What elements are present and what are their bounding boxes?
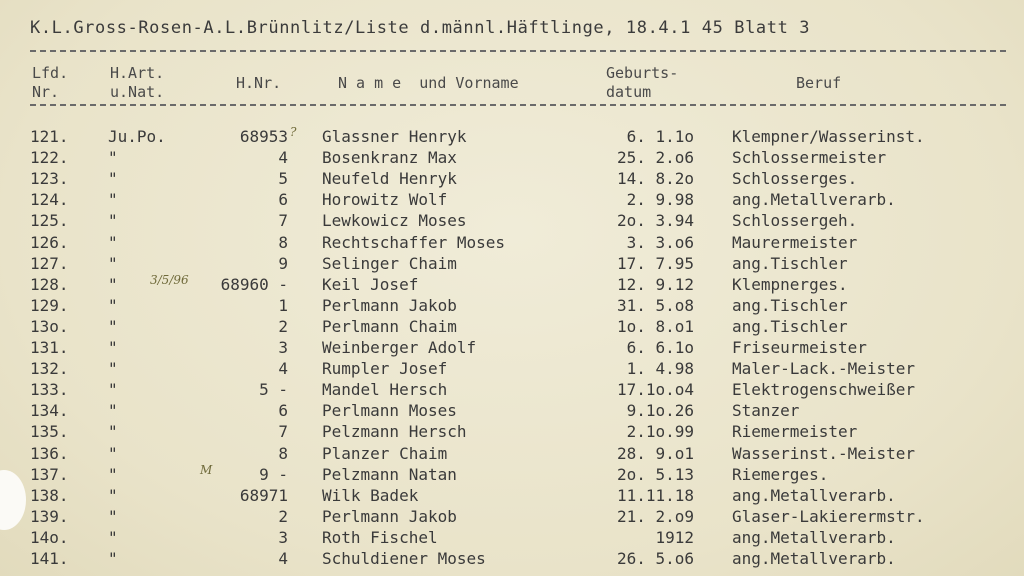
row-number: 126. [30, 232, 69, 252]
row-prisoner-number: 9 [278, 253, 288, 273]
row-name: Pelzmann Hersch [322, 422, 467, 442]
row-nationality: " [108, 169, 118, 189]
row-occupation: Friseurmeister [732, 338, 867, 357]
row-name: Perlmann Moses [322, 401, 457, 421]
row-birth-date: 2o. 5.13 [616, 464, 694, 484]
row-number: 134. [30, 401, 69, 421]
row-nationality: " [108, 190, 118, 210]
table-row [0, 485, 1024, 506]
row-name: Rumpler Josef [322, 359, 448, 379]
col-header-job: Beruf [796, 74, 842, 92]
row-name: Rechtschaffer Moses [322, 232, 506, 252]
row-number: 124. [30, 190, 69, 210]
table-row [0, 400, 1024, 421]
row-birth-date: 6. 6.1o [626, 338, 694, 357]
row-prisoner-number: 2 [278, 316, 288, 336]
row-occupation: ang.Tischler [732, 316, 848, 336]
table-row [0, 379, 1024, 400]
row-birth-date: 14. 8.2o [616, 169, 694, 189]
row-occupation: Glaser-Lakierermstr. [732, 506, 925, 526]
row-nationality: " [108, 464, 118, 484]
table-row [0, 421, 1024, 442]
row-name: Planzer Chaim [322, 443, 448, 463]
row-birth-date: 3. 3.o6 [626, 232, 694, 252]
row-occupation: Schlossergeh. [732, 211, 858, 231]
row-name: Keil Josef [322, 274, 419, 294]
row-name: Perlmann Jakob [322, 295, 457, 315]
col-header-hnr: H.Nr. [236, 74, 282, 92]
row-occupation: ang.Metallverarb. [732, 527, 896, 547]
row-name: Perlmann Jakob [322, 506, 457, 526]
row-number: 139. [30, 506, 69, 526]
row-birth-date: 1912 [655, 527, 694, 547]
row-nationality: " [108, 549, 118, 568]
handwritten-mark: ? [290, 125, 297, 139]
row-nationality: " [108, 295, 118, 315]
row-birth-date: 1. 4.98 [626, 359, 694, 379]
row-name: Schuldiener Moses [322, 549, 486, 568]
row-prisoner-number: 3 [278, 338, 288, 357]
row-occupation: Klempner/Wasserinst. [732, 127, 925, 146]
row-occupation: ang.Tischler [732, 295, 848, 315]
table-row [0, 168, 1024, 189]
row-number: 136. [30, 443, 69, 463]
row-birth-date: 9.1o.26 [626, 401, 694, 421]
row-occupation: Klempnerges. [732, 274, 848, 294]
row-occupation: Riemerges. [732, 464, 829, 484]
row-occupation: ang.Metallverarb. [732, 190, 896, 210]
table-row [0, 337, 1024, 358]
table-row [0, 126, 1024, 147]
header-rule [30, 50, 1006, 52]
row-prisoner-number: 6 [278, 190, 288, 210]
row-birth-date: 2. 9.98 [626, 190, 694, 210]
handwritten-initials: M [200, 462, 213, 477]
row-nationality: " [108, 148, 118, 168]
row-number: 122. [30, 148, 69, 168]
row-prisoner-number: 5 [278, 169, 288, 189]
col-header-name: N a m e und Vorname [338, 74, 519, 92]
row-name: Glassner Henryk [322, 127, 467, 146]
row-number: 131. [30, 338, 69, 357]
row-occupation: Maler-Lack.-Meister [732, 359, 916, 379]
row-prisoner-number: 3 [278, 527, 288, 547]
row-number: 128. [30, 274, 69, 294]
row-occupation: ang.Metallverarb. [732, 485, 896, 505]
row-nationality: " [108, 485, 118, 505]
table-row [0, 147, 1024, 168]
table-row [0, 464, 1024, 485]
row-birth-date: 11.11.18 [616, 485, 694, 505]
row-number: 123. [30, 169, 69, 189]
row-birth-date: 12. 9.12 [616, 274, 694, 294]
row-prisoner-number: 8 [278, 232, 288, 252]
row-occupation: Schlossermeister [732, 148, 887, 168]
row-prisoner-number: 6 [278, 401, 288, 421]
row-occupation: Wasserinst.-Meister [732, 443, 916, 463]
row-name: Roth Fischel [322, 527, 438, 547]
row-prisoner-number: 68971 [239, 485, 288, 505]
row-nationality: " [108, 443, 118, 463]
row-nationality: " [108, 401, 118, 421]
row-prisoner-number: 7 [278, 422, 288, 442]
col-header-lfd: Lfd. Nr. [32, 64, 69, 101]
row-name: Bosenkranz Max [322, 148, 457, 168]
row-birth-date: 28. 9.o1 [616, 443, 694, 463]
row-name: Weinberger Adolf [322, 338, 477, 357]
document-header: K.L.Gross-Rosen-A.L.Brünnlitz/Liste d.männl.Häftlinge, 18.4.1 45 Blatt 3 [30, 18, 811, 38]
row-birth-date: 31. 5.o8 [616, 295, 694, 315]
row-prisoner-number: 2 [278, 506, 288, 526]
row-nationality: " [108, 380, 118, 400]
row-birth-date: 17. 7.95 [616, 253, 694, 273]
row-birth-date: 1o. 8.o1 [616, 316, 694, 336]
table-row [0, 189, 1024, 210]
row-occupation: Stanzer [732, 401, 800, 421]
row-nationality: " [108, 211, 118, 231]
row-birth-date: 17.1o.o4 [616, 380, 694, 400]
row-prisoner-number: 4 [278, 359, 288, 379]
row-birth-date: 25. 2.o6 [616, 148, 694, 168]
row-nationality: " [108, 232, 118, 252]
row-name: Horowitz Wolf [322, 190, 448, 210]
row-occupation: ang.Metallverarb. [732, 549, 896, 568]
row-nationality: " [108, 274, 118, 294]
row-birth-date: 2.1o.99 [626, 422, 694, 442]
row-number: 121. [30, 127, 69, 146]
row-number: 13o. [30, 316, 69, 336]
row-nationality: " [108, 338, 118, 357]
row-name: Wilk Badek [322, 485, 419, 505]
col-header-date: Geburts- datum [606, 64, 679, 101]
row-occupation: Riemermeister [732, 422, 858, 442]
row-birth-date: 26. 5.o6 [616, 549, 694, 568]
column-rule [30, 104, 1006, 106]
row-nationality: " [108, 506, 118, 526]
row-number: 129. [30, 295, 69, 315]
row-prisoner-number: 68953 [239, 127, 288, 146]
table-row [0, 316, 1024, 337]
row-number: 125. [30, 211, 69, 231]
table-row [0, 527, 1024, 548]
table-row [0, 210, 1024, 231]
row-prisoner-number: 1 [278, 295, 288, 315]
handwritten-mark: 3/5/96 [150, 272, 189, 287]
row-prisoner-number: 7 [278, 211, 288, 231]
row-prisoner-number: 8 [278, 443, 288, 463]
row-nationality: " [108, 253, 118, 273]
row-number: 14o. [30, 527, 69, 547]
table-row [0, 443, 1024, 464]
row-occupation: Schlosserges. [732, 169, 858, 189]
row-number: 138. [30, 485, 69, 505]
col-header-art: H.Art. u.Nat. [110, 64, 165, 101]
row-occupation: Maurermeister [732, 232, 858, 252]
row-birth-date: 2o. 3.94 [616, 211, 694, 231]
row-prisoner-number: 5 - [259, 380, 288, 400]
table-row [0, 295, 1024, 316]
row-name: Mandel Hersch [322, 380, 448, 400]
row-number: 137. [30, 464, 69, 484]
row-prisoner-number: 4 [278, 549, 288, 568]
row-number: 132. [30, 359, 69, 379]
row-number: 141. [30, 549, 69, 568]
table-row [0, 232, 1024, 253]
row-name: Lewkowicz Moses [322, 211, 467, 231]
row-name: Pelzmann Natan [322, 464, 457, 484]
table-row [0, 548, 1024, 569]
row-name: Perlmann Chaim [322, 316, 457, 336]
row-nationality: " [108, 422, 118, 442]
row-occupation: Elektrogenschweißer [732, 380, 916, 400]
row-number: 127. [30, 253, 69, 273]
row-number: 135. [30, 422, 69, 442]
row-nationality: Ju.Po. [108, 127, 166, 146]
row-prisoner-number: 68960 - [220, 274, 288, 294]
row-number: 133. [30, 380, 69, 400]
row-prisoner-number: 9 - [259, 464, 288, 484]
row-birth-date: 6. 1.1o [626, 127, 694, 146]
table-row [0, 358, 1024, 379]
row-name: Neufeld Henryk [322, 169, 457, 189]
table-row [0, 506, 1024, 527]
row-name: Selinger Chaim [322, 253, 457, 273]
row-birth-date: 21. 2.o9 [616, 506, 694, 526]
row-prisoner-number: 4 [278, 148, 288, 168]
row-nationality: " [108, 316, 118, 336]
row-occupation: ang.Tischler [732, 253, 848, 273]
row-nationality: " [108, 359, 118, 379]
row-nationality: " [108, 527, 118, 547]
